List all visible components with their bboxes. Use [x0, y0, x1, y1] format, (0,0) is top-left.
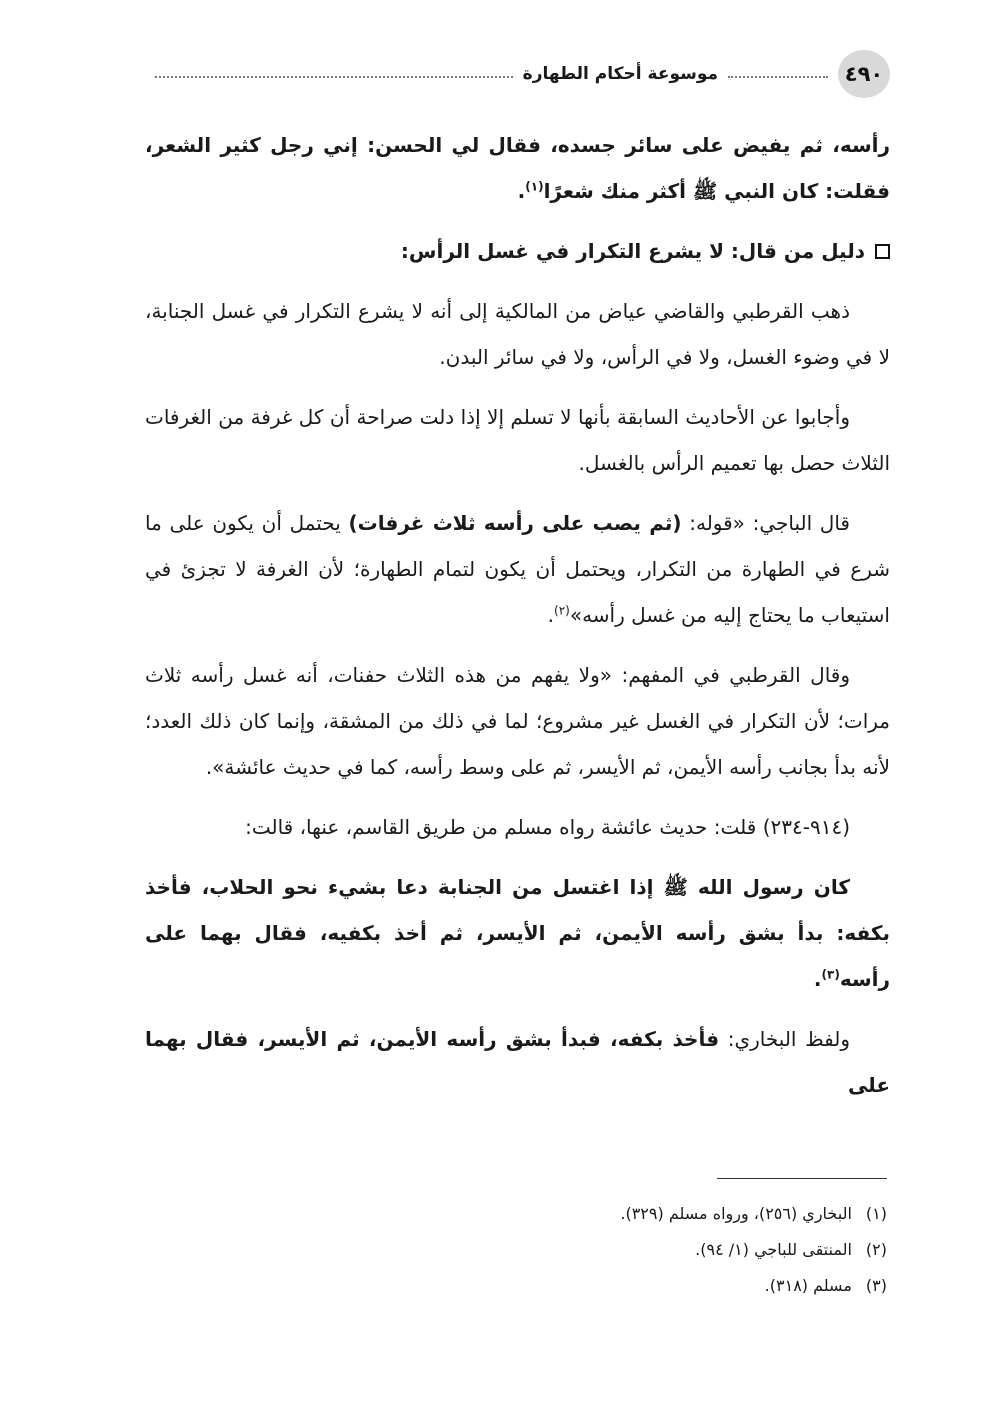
paragraph-1-tail: .	[517, 179, 526, 203]
paragraph-3: وأجابوا عن الأحاديث السابقة بأنها لا تسلم إلا إذا دلت صراحة أن كل غرفة من الغرفات الثلاث حصل بها تعميم الرأس بالغسل.	[145, 405, 890, 475]
paragraph-7-text: كان رسول الله ﷺ إذا اغتسل من الجنابة دعا بشيء نحو الحلاب، فأخذ بكفه: بدأ بشق رأسه الأيمن، ثم الأيسر، ثم أخذ بكفيه، فقال بهما على رأسه	[145, 875, 890, 991]
paragraph-8-quote: فأخذ بكفه، فبدأ بشق رأسه الأيمن، ثم الأيسر، فقال بهما على	[145, 1027, 890, 1097]
footnote-1-number: (١)	[865, 1204, 887, 1223]
footnotes	[287, 1196, 887, 1304]
footnote-ref-1[interactable]: (١)	[525, 179, 544, 194]
header-dotted-rule-right	[728, 76, 828, 78]
paragraph-5: وقال القرطبي في المفهم: «ولا يفهم من هذه الثلاث حفنات، أنه غسل رأسه ثلاث مرات؛ لأن التكرار في الغسل غير مشروع؛ لما في ذلك من المشقة، وإنما كان ذلك العدد؛ لأنه بدأ بجانب رأسه الأيمن، ثم الأيسر، ثم على وسط رأسه، كما في حديث عائشة».	[145, 663, 890, 779]
paragraph-4	[145, 500, 890, 638]
paragraph-7	[145, 864, 890, 1002]
paragraph-4-intro: قال الباجي: «قوله:	[681, 511, 850, 535]
footnote-ref-3[interactable]: (٣)	[821, 967, 840, 982]
paragraph-4-rest: يحتمل أن يكون على ما شرع في الطهارة من التكرار، ويحتمل أن يكون لتمام الطهارة؛ لأن الغرفة لا تجزئ في استيعاب ما يحتاج إليه من غسل رأسه»	[145, 511, 890, 627]
footnote-ref-2[interactable]: (٢)	[554, 603, 570, 618]
paragraph-4-tail: .	[547, 603, 555, 627]
footnote-3	[287, 1268, 887, 1304]
main-text	[145, 122, 890, 1122]
page-number: ٤٩٠	[838, 50, 890, 98]
footnote-2-text: المنتقى للباجي (١/ ٩٤).	[695, 1240, 852, 1259]
header-dotted-rule-left	[155, 76, 513, 78]
section-heading	[145, 228, 890, 274]
footnote-1-text: البخاري (٢٥٦)، ورواه مسلم (٣٢٩).	[620, 1204, 852, 1223]
paragraph-6: (٩١٤-٢٣٤) قلت: حديث عائشة رواه مسلم من طريق القاسم، عنها، قالت:	[245, 815, 850, 839]
footnote-2-number: (٢)	[865, 1240, 887, 1259]
paragraph-7-tail: .	[813, 967, 822, 991]
paragraph-2: ذهب القرطبي والقاضي عياض من المالكية إلى أنه لا يشرع التكرار في غسل الجنابة، لا في وضوء الغسل، ولا في الرأس، ولا في سائر البدن.	[145, 299, 890, 369]
footnote-3-number: (٣)	[865, 1276, 887, 1295]
paragraph-4-quote: (ثم يصب على رأسه ثلاث غرفات)	[348, 511, 682, 535]
footnote-separator	[717, 1178, 887, 1179]
paragraph-8	[145, 1016, 890, 1108]
paragraph-8-intro: ولفظ البخاري:	[719, 1027, 851, 1051]
footnote-3-text: مسلم (٣١٨).	[764, 1276, 852, 1295]
paragraph-1-text: رأسه، ثم يفيض على سائر جسده، فقال لي الحسن: إني رجل كثير الشعر، فقلت: كان النبي ﷺ أكثر منك شعرًا	[145, 133, 890, 203]
page-header	[145, 50, 890, 98]
running-title: موسوعة أحكام الطهارة	[522, 64, 718, 84]
paragraph-1	[145, 122, 890, 214]
footnote-2	[287, 1232, 887, 1268]
section-heading-text: دليل من قال: لا يشرع التكرار في غسل الرأس:	[400, 239, 865, 263]
footnote-1	[287, 1196, 887, 1232]
square-bullet-icon	[875, 244, 890, 259]
